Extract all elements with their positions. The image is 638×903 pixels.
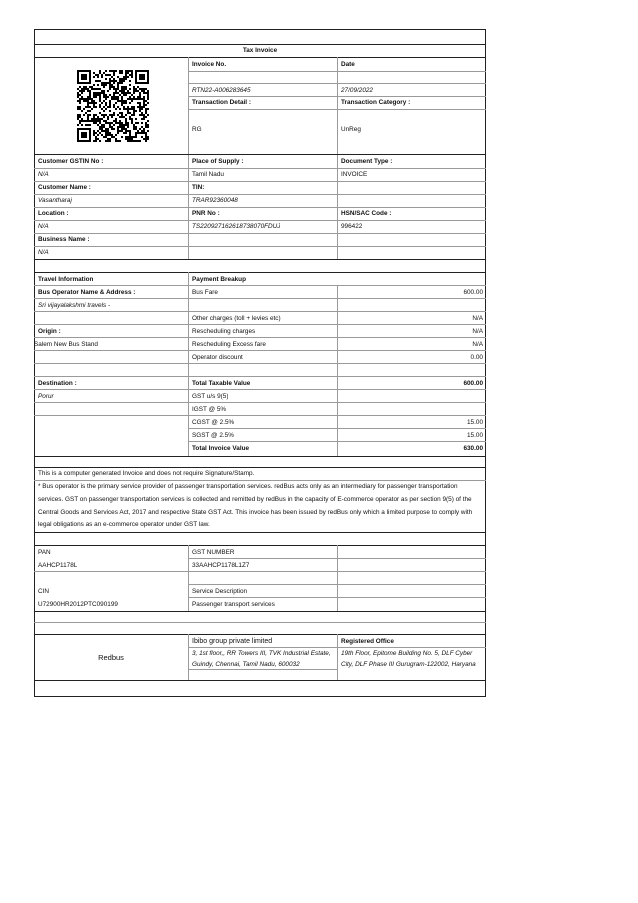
payment-row-value: 0.00 (470, 354, 483, 361)
business-name-label: Business Name : (38, 236, 90, 243)
payment-row-label: Operator discount (192, 354, 243, 361)
tin-value: TRAR92360048 (192, 197, 238, 204)
gst-section-label: GST u/s 9(5) (192, 393, 229, 400)
total-invoice-value: 630.00 (463, 445, 483, 452)
transaction-detail: RG (192, 126, 202, 133)
destination-value: Porur (38, 393, 54, 400)
origin-label: Origin : (38, 328, 61, 335)
registered-office-label: Registered Office (341, 638, 394, 645)
gst-number-value: 33AAHCP1178L1Z7 (192, 562, 250, 569)
computer-generated-note: This is a computer generated Invoice and does not require Signature/Stamp. (38, 470, 255, 477)
customer-gstin: N/A (38, 171, 49, 178)
company-address: 3, 1st floor,, RR Towers III, TVK Industrial Estate, Guindy, Chennai, Tamil Nadu, 600032 (192, 650, 331, 668)
payment-breakup-header: Payment Breakup (192, 276, 246, 283)
payment-row-label: Rescheduling Excess fare (192, 341, 266, 348)
gst-disclaimer: * Bus operator is the primary service provider of passenger transportation services. redBus acts only as an intermediary for passenger transportation services. GST on passenger transportation services is collected and remitted by redBus in the capacity of E-commerce operator as per section 9(5) of the Central Goods and Services Act, 2017 and respective State GST Act. This invoice has been issued by redBus only which a limited purpose to comply with legal obligations as an e-commerce operator under GST law. (38, 483, 473, 529)
destination-label: Destination : (38, 380, 77, 387)
payment-row-label: Bus Fare (192, 289, 218, 296)
cin-label: CIN (38, 588, 50, 595)
total-invoice-label: Total Invoice Value (192, 445, 250, 452)
pnr-label: PNR No : (192, 210, 220, 217)
service-description-value: Passenger transport services (192, 601, 275, 608)
igst-label: IGST @ 5% (192, 406, 227, 413)
tin-label: TIN: (192, 184, 205, 191)
hsn-label: HSN/SAC Code : (341, 210, 392, 217)
gst-number-label: GST NUMBER (192, 549, 235, 556)
payment-row-value: N/A (472, 328, 483, 335)
payment-row-value: N/A (472, 341, 483, 348)
bus-operator-name: Sri vijayalakshmi travels - (38, 302, 111, 309)
company-name: Ibibo group private limited (192, 638, 273, 645)
pan-label: PAN (38, 549, 51, 556)
payment-row-value: 600.00 (463, 289, 483, 296)
invoice-title: Tax Invoice (242, 47, 278, 54)
sgst-label: SGST @ 2.5% (192, 432, 234, 439)
total-taxable-value: 600.00 (463, 380, 483, 387)
invoice-no-label: Invoice No. (192, 61, 227, 68)
cin-value: U72900HR2012PTC090199 (38, 601, 118, 608)
payment-row-label: Rescheduling charges (192, 328, 256, 335)
transaction-category-label: Transaction Category : (341, 99, 411, 106)
sgst-value: 15.00 (467, 432, 483, 439)
registered-office-address: 19th Floor, Epitome Building No. 5, DLF Cyber City, DLF Phase III Gurugram-122002, Haryana (341, 650, 476, 668)
place-of-supply: Tamil Nadu (192, 171, 224, 178)
payment-row-label: Other charges (toll + levies etc) (192, 315, 281, 322)
business-name: N/A (38, 249, 49, 256)
pan-value: AAHCP1178L (38, 562, 78, 569)
origin-value: Salem New Bus Stand (34, 341, 98, 348)
qr-code (77, 70, 149, 142)
customer-gstin-label: Customer GSTIN No : (38, 158, 104, 165)
hsn-value: 996422 (341, 223, 363, 230)
brand-name: Redbus (98, 653, 124, 662)
place-of-supply-label: Place of Supply : (192, 158, 244, 165)
cgst-label: CGST @ 2.5% (192, 419, 235, 426)
date-label: Date (341, 61, 355, 68)
transaction-category: UnReg (341, 126, 361, 133)
travel-information-header: Travel Information (38, 276, 94, 283)
transaction-detail-label: Transaction Detail : (192, 99, 251, 106)
location-label: Location : (38, 210, 69, 217)
document-type: INVOICE (341, 171, 368, 178)
service-description-label: Service Description (192, 588, 248, 595)
location-value: N/A (38, 223, 49, 230)
bus-operator-label: Bus Operator Name & Address : (38, 289, 136, 296)
invoice-no: RTN22-A006283645 (192, 87, 251, 94)
document-type-label: Document Type : (341, 158, 393, 165)
invoice-date: 27/09/2022 (341, 87, 373, 94)
customer-name: Vasantharaj (38, 197, 72, 204)
cgst-value: 15.00 (467, 419, 483, 426)
pnr-value: TS220927162618738070FDUJ (192, 223, 281, 230)
payment-row-value: N/A (472, 315, 483, 322)
total-taxable-label: Total Taxable Value (192, 380, 251, 387)
customer-name-label: Customer Name : (38, 184, 91, 191)
